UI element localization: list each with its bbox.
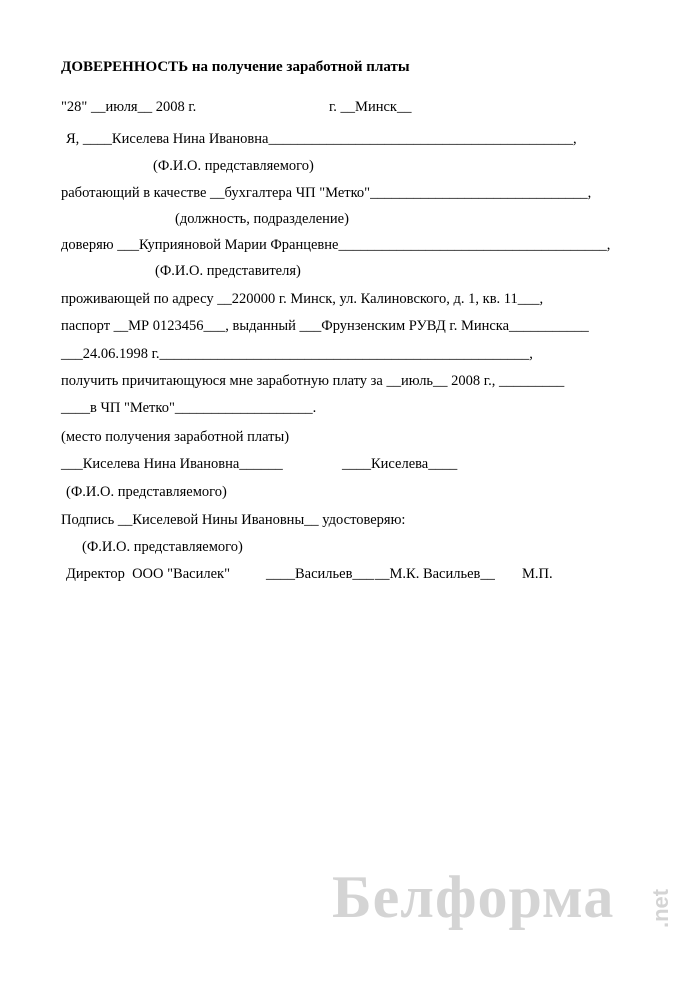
document-title: ДОВЕРЕННОСТЬ на получение заработной платы xyxy=(61,59,410,75)
principal-line: Я, ____Киселева Нина Ивановна__________________________________________, xyxy=(66,131,577,147)
signer-signature: ____Киселева____ xyxy=(342,456,458,472)
director-title: Директор ООО "Василек" xyxy=(66,566,230,582)
signer-name: ___Киселева Нина Ивановна______ xyxy=(61,456,283,472)
position-caption: (должность, подразделение) xyxy=(175,211,349,227)
place-line: ____в ЧП "Метко"___________________. xyxy=(61,400,317,416)
passport-date-line: ___24.06.1998 г.___________________________________________________, xyxy=(61,346,533,362)
city-line: г. __Минск__ xyxy=(329,99,412,115)
watermark-logo xyxy=(332,862,673,932)
position-line: работающий в качестве __бухгалтера ЧП "Метко"______________________________, xyxy=(61,185,592,201)
watermark-text: Белформа xyxy=(332,864,615,930)
date-line: "28" __июля__ 2008 г. xyxy=(61,99,197,115)
director-signature: ____Васильев___ xyxy=(266,566,375,582)
address-line: проживающей по адресу __220000 г. Минск, ул. Калиновского, д. 1, кв. 11___, xyxy=(61,291,544,307)
watermark-suffix: .net xyxy=(648,888,673,928)
principal-caption: (Ф.И.О. представляемого) xyxy=(153,158,314,174)
certify-caption: (Ф.И.О. представляемого) xyxy=(82,539,243,555)
passport-line: паспорт __МР 0123456___, выданный ___Фрунзенским РУВД г. Минска___________ xyxy=(61,318,589,334)
certify-line: Подпись __Киселевой Нины Ивановны__ удостоверяю: xyxy=(61,512,406,528)
stamp-place: М.П. xyxy=(522,566,553,582)
receive-line: получить причитающуюся мне заработную плату за __июль__ 2008 г., _________ xyxy=(61,373,565,389)
trust-caption: (Ф.И.О. представителя) xyxy=(155,263,301,279)
director-name: __М.К. Васильев__ xyxy=(375,566,495,582)
trust-line: доверяю ___Куприяновой Марии Францевне_____________________________________, xyxy=(61,237,611,253)
place-caption: (место получения заработной платы) xyxy=(61,429,290,445)
signer-caption: (Ф.И.О. представляемого) xyxy=(66,484,227,500)
